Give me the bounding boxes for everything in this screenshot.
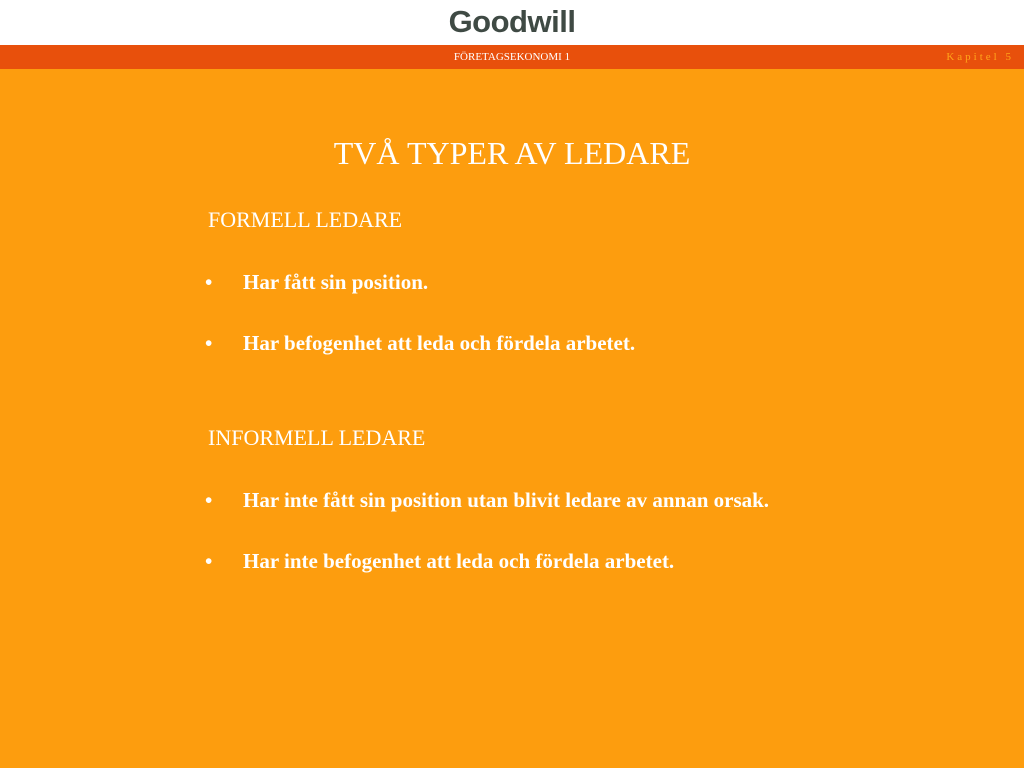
section-heading-formal: FORMELL LEDARE — [208, 207, 403, 232]
section-heading-informal: INFORMELL LEDARE — [208, 425, 426, 450]
course-title: FÖRETAGSEKONOMI 1 — [453, 51, 571, 63]
title-band — [0, 45, 1024, 69]
bullet-text: Har inte befogenhet att leda och fördela arbetet. — [243, 549, 675, 573]
bullet-text: Har fått sin position. — [243, 270, 429, 294]
goodwill-logo: Goodwill — [448, 4, 576, 39]
bullet-icon: • — [205, 488, 213, 512]
bullet-icon: • — [205, 270, 213, 294]
bullet-icon: • — [205, 331, 213, 355]
header — [0, 0, 1024, 45]
slide-title: TVÅ TYPER AV LEDARE — [333, 135, 691, 171]
chapter-label: Kapitel 5 — [946, 51, 1014, 63]
bullet-text: Har inte fått sin position utan blivit ledare av annan orsak. — [243, 488, 770, 512]
bullet-text: Har befogenhet att leda och fördela arbetet. — [243, 331, 636, 355]
slide-content — [0, 69, 1024, 768]
bullet-icon: • — [205, 549, 213, 573]
